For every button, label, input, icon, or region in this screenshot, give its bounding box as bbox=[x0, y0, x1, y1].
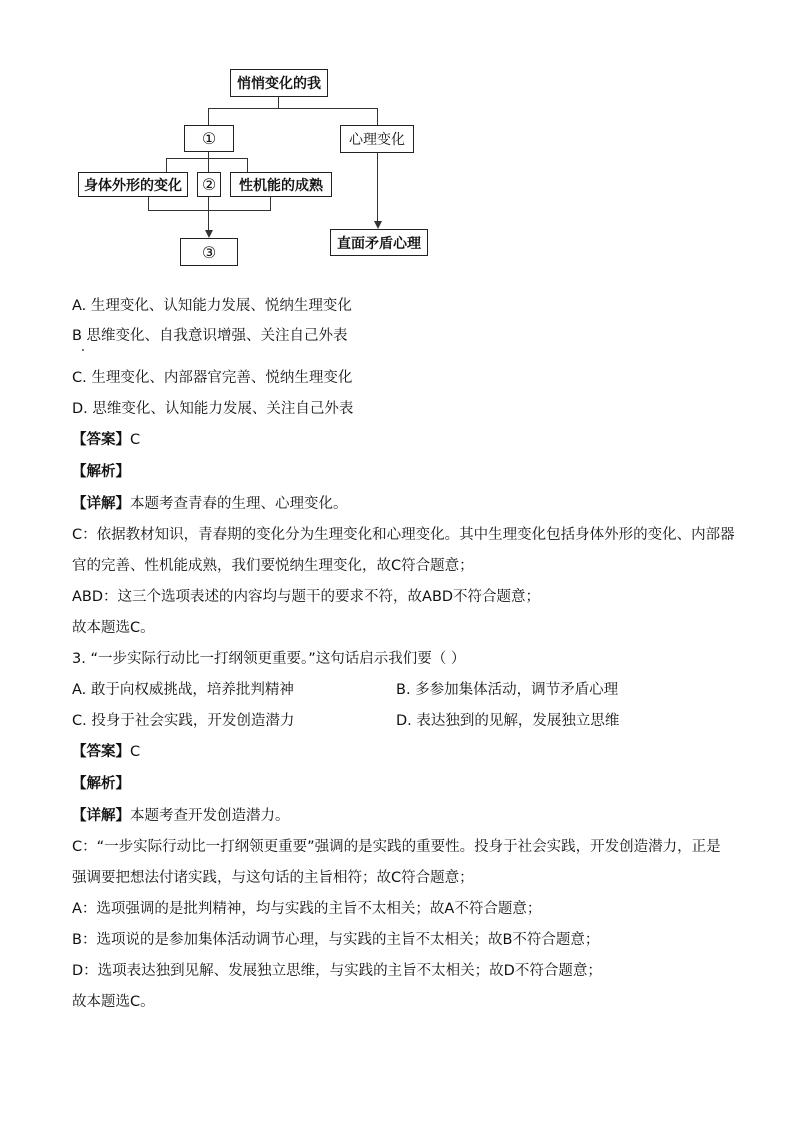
q2-option-c: C. 生理变化、内部器官完善、悦纳生理变化 bbox=[72, 370, 353, 386]
node-2: ② bbox=[197, 172, 221, 197]
node-contra: 直面矛盾心理 bbox=[330, 229, 428, 256]
q3-line: B：选项说的是参加集体活动调节心理，与实践的主旨不太相关；故B不符合题意； bbox=[72, 932, 600, 948]
q3-line: 故本题选C。 bbox=[72, 994, 155, 1010]
answer-tag: 【答案】 bbox=[72, 744, 130, 760]
answer-value: C bbox=[130, 744, 141, 760]
q3-option-a: A. 敢于向权威挑战，培养批判精神 bbox=[72, 682, 294, 698]
q2-analysis-tag: 【解析】 bbox=[72, 464, 130, 480]
q3-line: C：“一步实际行动比一打纲领更重要”强调的是实践的重要性。投身于社会实践，开发创造潜力，正是 bbox=[72, 839, 721, 855]
q3-analysis-tag: 【解析】 bbox=[72, 776, 130, 792]
q2-line: 故本题选C。 bbox=[72, 620, 155, 636]
q2-line: ABD：这三个选项表述的内容均与题干的要求不符，故ABD不符合题意； bbox=[72, 589, 541, 605]
node-body: 身体外形的变化 bbox=[78, 172, 188, 197]
q3-option-c: C. 投身于社会实践，开发创造潜力 bbox=[72, 713, 295, 729]
arrow-down bbox=[205, 230, 213, 238]
connector bbox=[208, 108, 209, 125]
q2-option-a: A. 生理变化、认知能力发展、悦纳生理变化 bbox=[72, 298, 352, 314]
answer-value: C bbox=[130, 432, 141, 448]
q3-option-d: D. 表达独到的见解，发展独立思维 bbox=[396, 713, 620, 729]
connector bbox=[208, 108, 378, 109]
detail-tag: 【详解】 bbox=[72, 496, 130, 512]
connector bbox=[377, 108, 378, 125]
q3-option-b: B. 多参加集体活动，调节矛盾心理 bbox=[396, 682, 619, 698]
q3-answer bbox=[72, 742, 140, 762]
q3-stem: 3. “一步实际行动比一打纲领更重要。”这句话启示我们要（ ） bbox=[72, 651, 466, 667]
q2-answer bbox=[72, 430, 140, 450]
node-3: ③ bbox=[180, 238, 238, 266]
q2-line: 官的完善、性机能成熟，我们要悦纳生理变化，故C符合题意； bbox=[72, 558, 474, 574]
q3-line: A：选项强调的是批判精神，均与实践的主旨不太相关；故A不符合题意； bbox=[72, 901, 542, 917]
connector bbox=[166, 158, 248, 159]
connector bbox=[208, 158, 209, 172]
answer-tag: 【答案】 bbox=[72, 432, 130, 448]
q3-line: 强调要把想法付诸实践，与这句话的主旨相符；故C符合题意； bbox=[72, 870, 474, 886]
node-1: ① bbox=[184, 125, 234, 152]
q2-option-b: B 思维变化、自我意识增强、关注自己外表 bbox=[72, 328, 348, 344]
detail-text: 本题考查青春的生理、心理变化。 bbox=[130, 496, 348, 512]
q2-line: C：依据教材知识，青春期的变化分为生理变化和心理变化。其中生理变化包括身体外形的变化、内部器 bbox=[72, 527, 735, 543]
node-root: 悄悄变化的我 bbox=[230, 69, 328, 97]
connector bbox=[148, 197, 149, 211]
concept-diagram bbox=[0, 0, 794, 280]
node-psych: 心理变化 bbox=[340, 125, 414, 153]
node-sex: 性机能的成熟 bbox=[230, 172, 332, 197]
connector bbox=[166, 158, 167, 172]
connector bbox=[247, 158, 248, 172]
q2-option-d: D. 思维变化、认知能力发展、关注自己外表 bbox=[72, 401, 354, 417]
connector bbox=[270, 197, 271, 211]
connector bbox=[377, 153, 378, 221]
q3-line: D：选项表达独到见解、发展独立思维，与实践的主旨不太相关；故D不符合题意； bbox=[72, 963, 602, 979]
connector bbox=[148, 210, 271, 211]
detail-text: 本题考查开发创造潜力。 bbox=[130, 808, 290, 824]
stray-dot bbox=[82, 349, 84, 351]
q2-detail bbox=[72, 494, 348, 514]
q3-detail bbox=[72, 806, 290, 826]
detail-tag: 【详解】 bbox=[72, 808, 130, 824]
arrow-down bbox=[374, 221, 382, 229]
connector bbox=[208, 197, 209, 231]
